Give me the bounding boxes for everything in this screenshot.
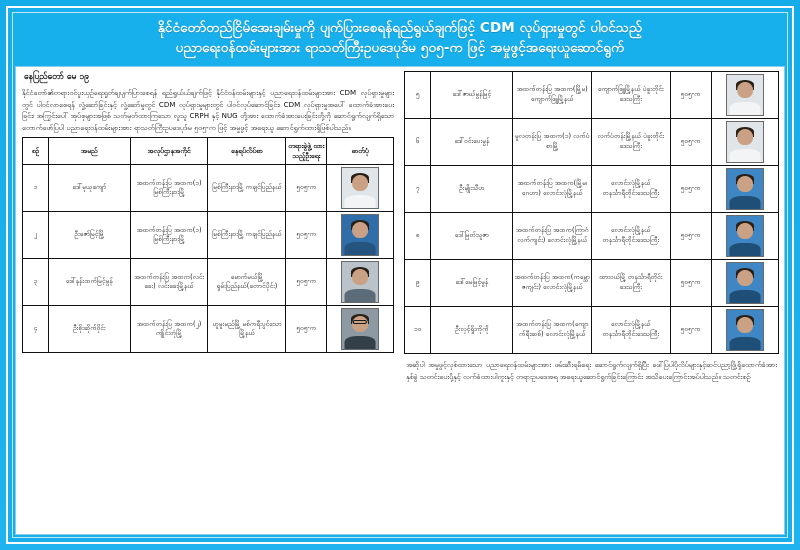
cell-address: အထက်တန်းပြ အထက(ကြာဂံလက်ကျင်း) လောင်းလုံမြို့နယ် <box>513 213 592 260</box>
offenders-table-right <box>404 71 779 354</box>
left-column <box>16 67 400 534</box>
cell-name: ဦးမျိုးသီဟ <box>431 166 513 213</box>
portrait-photo <box>341 167 379 209</box>
banner-headline <box>13 13 787 66</box>
cell-address: အထက်တန်းပြ အထက(၁) မြစ်ကြီးနားမြို့ <box>130 165 208 212</box>
cell-no: ၈ <box>405 213 431 260</box>
cell-date: ၅၀၅-က <box>670 72 711 119</box>
th-address: အလုပ်ဌာနအကိုင် <box>130 138 208 165</box>
cell-no: ၂ <box>23 212 49 259</box>
cell-date: ၅၀၅-က <box>670 260 711 307</box>
portrait-photo <box>341 308 379 350</box>
table-row <box>405 260 779 307</box>
datestamp: နေပြည်တော် မေ ၁၉ <box>24 72 89 83</box>
cell-photo <box>711 72 778 119</box>
table-row <box>23 259 394 306</box>
cell-date: ၅၀၅-က <box>670 119 711 166</box>
th-no: စဉ် <box>23 138 49 165</box>
cell-date: ၅၀၅-က <box>670 166 711 213</box>
cell-no: ၁ <box>23 165 49 212</box>
cell-address: အထက်တန်းပြ အထက(ကမ္ဘောဇကျင်း) လောင်းလုံမြို့နယ် <box>513 260 592 307</box>
cell-no: ၄ <box>23 306 49 353</box>
cell-photo <box>711 307 778 354</box>
cell-no: ၉ <box>405 260 431 307</box>
cell-photo <box>711 213 778 260</box>
eyeglasses-icon <box>353 320 367 324</box>
cell-name: ဦးလှင့်ရှိုးကိုကို <box>431 307 513 354</box>
table-row <box>23 165 394 212</box>
cell-no: ၇ <box>405 166 431 213</box>
cell-now: လောင်းလုံမြို့နယ် တနင်္သာရီတိုင်းဒေသကြီး <box>591 307 670 354</box>
cell-date: ၅၀၅-က <box>286 306 327 353</box>
cell-now: လောင်းလုံမြို့နယ် တနင်္သာရီတိုင်းဒေသကြီး <box>591 213 670 260</box>
cell-no: ၆ <box>405 119 431 166</box>
cell-address: အထက်တန်းပြ အထက(လင်းခေး) လင်းခေးမြို့နယ် <box>130 259 208 306</box>
headline-line-1: နိုင်ငံတော်တည်ငြိမ်အေးချမ်းမှုကို ပျက်ပြားစေရန်ရည်ရွယ်ချက်ဖြင့် CDM လုပ်ရှားမှုတွင် ပါဝင်သည့် <box>157 20 643 36</box>
cell-now: လက်ပံတန်းမြို့နယ် ပဲခူးတိုင်းဒေသကြီး <box>591 119 670 166</box>
cell-address: မူလတန်းပြ အထက(၁) လက်ပံစာမြို့ <box>513 119 592 166</box>
headline-line-2: ပညာရေးဝန်ထမ်းများအား ရာသတ်ကြီးဥပဒေပုဒ်မ ၅၀၅-က ဖြင့် အမှုဖွင့်အရေးယူဆောင်ရွက် <box>175 39 625 56</box>
outer-frame <box>6 6 794 544</box>
cell-name: ဒေါ်မေမြင့်မွန် <box>431 260 513 307</box>
cell-date: ၅၀၅-က <box>670 307 711 354</box>
cell-photo <box>327 306 394 353</box>
portrait-photo <box>341 214 379 256</box>
cell-name: ဒေါ်ဇာဃ်မွန်မြင့် <box>431 72 513 119</box>
portrait-photo <box>726 168 764 210</box>
cell-name: ဦးဇော်မြင့်မြို့ <box>48 212 130 259</box>
th-now: နေရပ်လိပ်စာ <box>208 138 286 165</box>
cell-now: မောက်မယ်မြို့ ရှမ်းပြည်နယ်(တောင်ပိုင်း) <box>208 259 286 306</box>
cell-address: အထက်တန်းပြ အထက(မြို့မ) ကျောက်ဖြူမြို့နယ် <box>513 72 592 119</box>
th-date: တရားခွဲဖွဲ့ ထားသည့်ဦးရေး <box>286 138 327 165</box>
portrait-photo <box>341 261 379 303</box>
table-row <box>23 306 394 353</box>
cell-address: အထက်တန်းပြ အထက(မြို့မ၊ဂေဟာ) လောင်းလုံမြို့နယ် <box>513 166 592 213</box>
cell-photo <box>711 260 778 307</box>
cell-photo <box>327 259 394 306</box>
portrait-photo <box>726 74 764 116</box>
th-name: အမည် <box>48 138 130 165</box>
inner-frame <box>12 12 788 538</box>
cell-name: ဒေါ်မြတ်သူဇာ <box>431 213 513 260</box>
cell-date: ၅၀၅-က <box>670 213 711 260</box>
cell-no: ၁၀ <box>405 307 431 354</box>
cell-date: ၅၀၅-က <box>286 212 327 259</box>
table-row <box>405 166 779 213</box>
portrait-photo <box>726 215 764 257</box>
content-sheet <box>15 66 785 535</box>
footnote-paragraph: အဆိုပါ အမှုဖွင့်လှစ်ထားသော ပညာရေးဝန်ထမ်းများအား ဖမ်းဆီးရမိရေး ဆောင်ရွက်လျက်ရှိပြီး ဖေါ်ပြပါပိုလိပ်များနှင့်ဆင်ပညာ့ဖြို့ရှိထောက်ခံအားနှစ်ခွဲ သတင်းပေးပို့နှင့် လက်ခံထားပါကူးနှင့် တရားဥပဒေအရ အရေးယူဆောင်ရွက်ခြင်းကြောင်း အသိပေးကြောင်းအပ်ပါသည်။ သတင်းစဉ် <box>406 360 777 381</box>
right-column <box>400 67 784 534</box>
cell-no: ၅ <box>405 72 431 119</box>
cell-now: ထားဝယ်မြို့ တနင်္သာရီတိုင်းဒေသကြီး <box>591 260 670 307</box>
table-header-row <box>23 138 394 165</box>
portrait-photo <box>726 121 764 163</box>
cell-name: ဒေါ်ဝင်းပေးမွန် <box>431 119 513 166</box>
cell-name: ဒေါ်နန်းထက်မြင့်မွန် <box>48 259 130 306</box>
table-row <box>405 213 779 260</box>
cell-now: မြစ်ကြီးနားမြို့ ကချင်ပြည်နယ် <box>208 212 286 259</box>
cell-photo <box>327 165 394 212</box>
table-row <box>23 212 394 259</box>
cell-now: လောင်းလုံမြို့နယ် တနင်္သာရီတိုင်းဒေသကြီး <box>591 166 670 213</box>
cell-no: ၃ <box>23 259 49 306</box>
cell-now: မြစ်ကြီးနားမြို့ ကချင်ပြည်နယ် <box>208 165 286 212</box>
table-row <box>405 72 779 119</box>
cell-photo <box>711 166 778 213</box>
cell-date: ၅၀၅-က <box>286 259 327 306</box>
cell-address: အထက်တန်းပြ အထက(ကျောက်ရီးဆစ်) လောင်းလုံမြို့နယ် <box>513 307 592 354</box>
lead-paragraph: နိုင်ငံတော်၏တရားဝင်ပူးယှဉ်ရေးရှုတ်ချပျက်ပြားစေရန် ရည်ရွယ်ယ်ချက်ဖြင့် နိုင်ငံဝန်ထမ်းများနှင့် ပညာရေးဝန်ထမ်းများအား CDM လုပ်ရှားမှုများတွင် ပါဝင်လာစေရန် လှုံ့ဆော်ခြင်းနှင့် လှုံ့ဆော်မှုတွင် CDM လုပ်ရှားမှုများတွင် ပါဝင်လုပ်ဆောင်ခြင်း၊ CDM လုပ်ရှားမှုအပေါ် ထောက်ခံအားပေးခြင်း၊ အကြွင်းပေါ် အုပ်စုများအဖြစ် သတ်မှတ်ထားကြသော လူသူ CRPH နှင့် NUG တို့အား ထောက်ခံအားပေးခြင်းတို့ကို ဆောင်ရွက်လျက်ရှိသော တောက်ဖော်ပြပါ ပညာရေးဝန်ထမ်းများအား ရာသတ်ကြီးဥပဒေပုဒ်မ ၅၀၅-က ဖြင့် အမှုဖွင့် အရေးယူ ဆောင်ရွက်ထားရှိဖြစ်ပါသည်။ <box>22 88 394 132</box>
th-photo: ဓာတ်ပုံ <box>327 138 394 165</box>
cell-now: ဟူမူးမည်မြို့ မစ်ကရီးပွင်သောမြို့နယ် <box>208 306 286 353</box>
portrait-photo <box>726 309 764 351</box>
cell-date: ၅၀၅-က <box>286 165 327 212</box>
cell-address: အထက်တန်းပြ အထက(၂) ကျိုင်းတုံမြို့ <box>130 306 208 353</box>
table-row <box>405 307 779 354</box>
cell-photo <box>711 119 778 166</box>
cell-name: ဦးစိုးဆိုက်ဝိုင်း <box>48 306 130 353</box>
cell-now: ကျောက်ဖြူမြို့နယ် ပဲခူးတိုင်းဒေသကြီး <box>591 72 670 119</box>
offenders-table-left <box>22 137 394 353</box>
table-row <box>405 119 779 166</box>
cell-photo <box>327 212 394 259</box>
cell-name: ဒေါ်မုယုကျော် <box>48 165 130 212</box>
portrait-photo <box>726 262 764 304</box>
cell-address: အထက်တန်းပြ အထက(၁) မြစ်ကြီးနားမြို့ <box>130 212 208 259</box>
